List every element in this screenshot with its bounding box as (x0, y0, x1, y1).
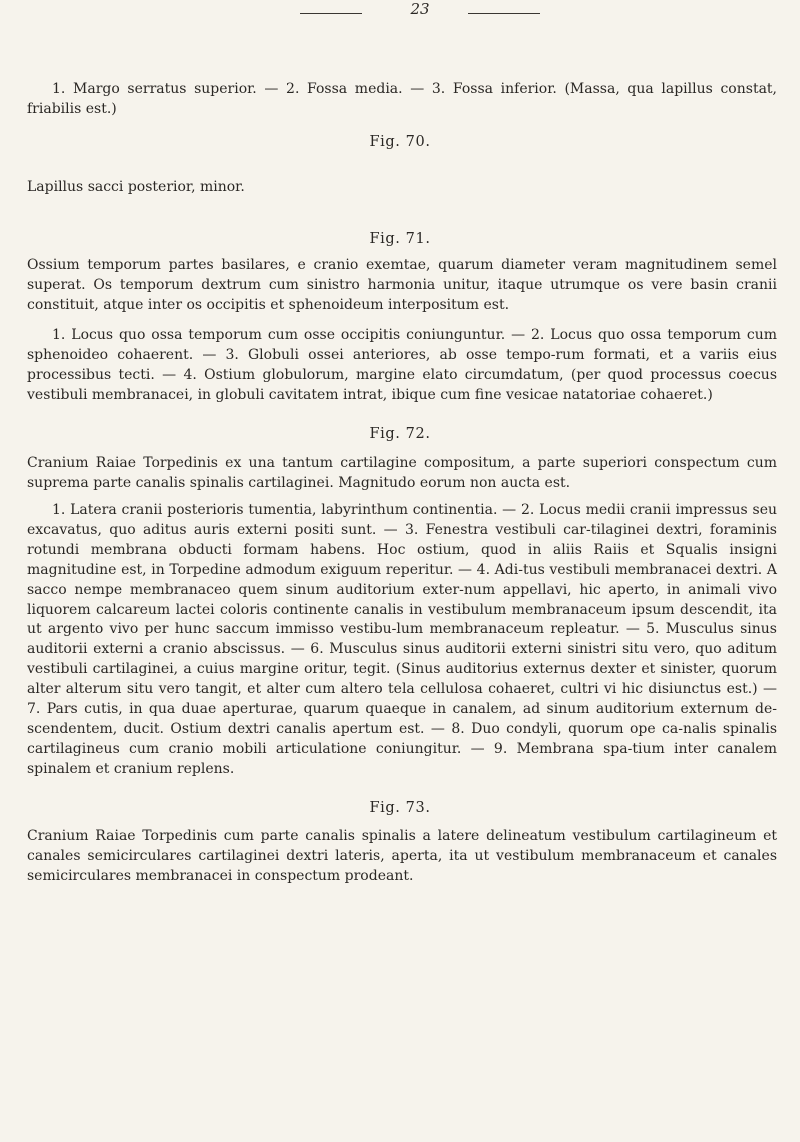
fig69-legend: 1. Margo serratus superior. — 2. Fossa media. — 3. Fossa inferior. (Massa, qua lapillus constat, friabilis est.) (27, 81, 777, 117)
page-header (300, 0, 540, 30)
fig71-legend: 1. Locus quo ossa temporum cum osse occipitis coniunguntur. — 2. Locus quo ossa temporum cum sphenoideo cohaerent. — 3. Globuli ossei anteriores, ab osse tempo-rum formati, et a variis eius processibus tecti. — 4. Ostium globulorum, margine elato circumdatum, (per quod processus coecus vestibuli membranacei, in globuli cavitatem intrat, ibique cum fine vesicae natatoriae cohaeret.) (27, 327, 777, 403)
fig72-description: Cranium Raiae Torpedinis ex una tantum cartilagine compositum, a parte superiori conspectum cum suprema parte canalis spinalis cartilaginei. Magnitudo eorum non aucta est. (27, 455, 777, 491)
header-rule-right (468, 13, 540, 14)
figure-caption-72: Fig. 72. (369, 426, 431, 442)
fig71-description: Ossium temporum partes basilares, e cranio exemtae, quarum diameter veram magnitudinem semel superat. Os temporum dextrum cum sinistro harmonia unitur, itaque utrumque os vere basin cranii constituit, atque inter os occipitis et sphenoideum interpositum est. (27, 257, 777, 313)
fig70-description: Lapillus sacci posterior, minor. (27, 179, 245, 195)
fig73-description: Cranium Raiae Torpedinis cum parte canalis spinalis a latere delineatum vestibulum cartilagineum et canales semicirculares cartilaginei dextri lateris, aperta, ita ut vestibulum membranaceum et canales semicirculares membranacei in conspectum prodeant. (27, 828, 777, 884)
page-number: 23 (410, 0, 430, 18)
figure-caption-71: Fig. 71. (369, 231, 431, 247)
figure-caption-73: Fig. 73. (369, 800, 431, 816)
fig72-legend: 1. Latera cranii posterioris tumentia, labyrinthum continentia. — 2. Locus medii cranii impressus seu excavatus, quo aditus auris externi positi sunt. — 3. Fenestra vestibuli car-tilaginei dextri, foraminis rotundi membrana obducti formam habens. Hoc ostium, quod in aliis Raiis et Squalis insigni magnitudine est, in Torpedine admodum exiguum reperitur. — 4. Adi-tus vestibuli membranacei dextri. A sacco nempe membranaceo quem sinum auditorium exter-num appellavi, hic aperto, in animali vivo liquorem calcareum lactei coloris continente canalis in vestibulum membranaceum ipsum descendit, ita ut argento vivo per hunc saccum immisso vestibu-lum membranaceum repleatur. — 5. Musculus sinus auditorii externi a cranio abscissus. — 6. Musculus sinus auditorii externi sinistri situ vero, quo aditum vestibuli cartilaginei, a cuius margine oritur, tegit. (Sinus auditorius externus dexter et sinister, quorum alter alterum situ vero tangit, et alter cum altero tela cellulosa cohaeret, cultri vi hic disiunctus est.) — 7. Pars cutis, in qua duae aperturae, quarum quaeque in canalem, ad sinum auditorium externum de-scendentem, ducit. Ostium dextri canalis apertum est. — 8. Duo condyli, quorum ope ca-nalis spinalis cartilagineus cum cranio mobili articulatione coniungitur. — 9. Membrana spa-tium inter canalem spinalem et cranium replens. (27, 502, 777, 777)
figure-caption-70: Fig. 70. (369, 134, 431, 150)
